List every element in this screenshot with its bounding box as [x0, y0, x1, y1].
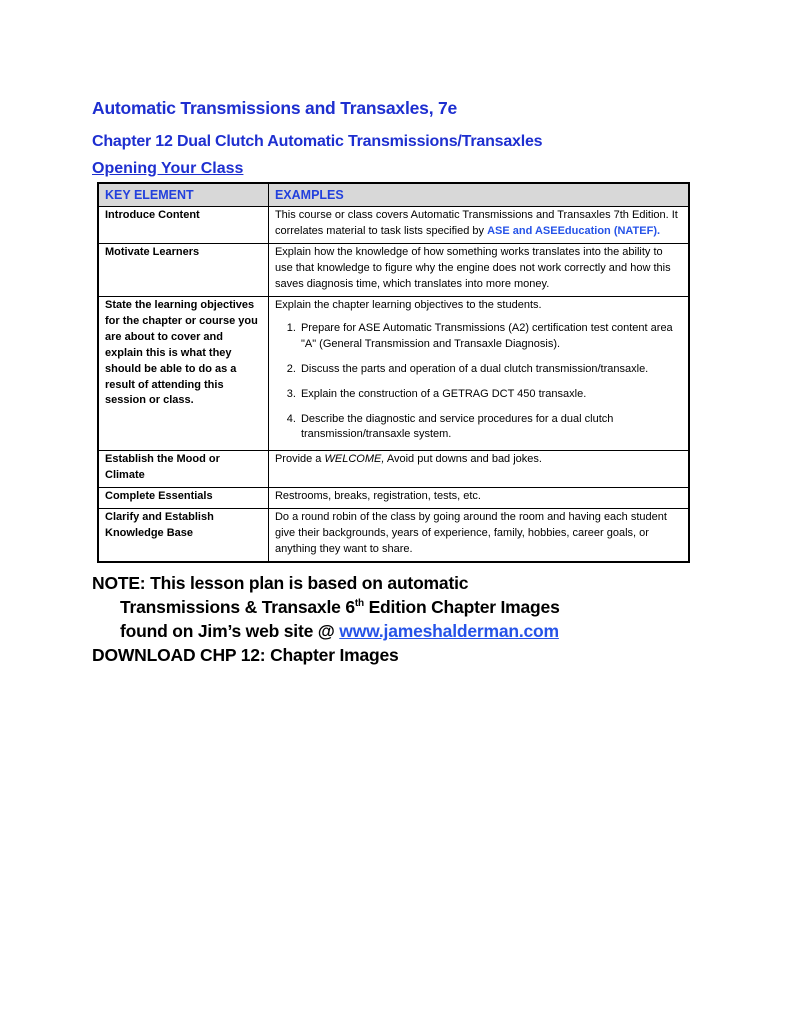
note-line-2 [92, 595, 699, 619]
objectives-list [275, 321, 682, 444]
note-line-2-text: Transmissions & Transaxle 6 [120, 597, 355, 618]
note-line-4-download: DOWNLOAD CHP 12: Chapter Images [92, 645, 399, 666]
ase-natef-link[interactable]: ASE and ASEEducation (NATEF). [487, 225, 661, 238]
example-suffix: Avoid put downs and bad jokes. [384, 453, 542, 466]
table-row [98, 509, 689, 562]
key-introduce-content: Introduce Content [98, 207, 268, 244]
key-learning-objectives: State the learning objectives for the chapter or course you are about to cover and explain this is what they should be able to do as a result of attending this session or class. [98, 296, 268, 451]
lesson-plan-table [97, 182, 690, 563]
key-motivate-learners: Motivate Learners [98, 244, 268, 297]
table-row [98, 207, 689, 244]
column-header-key-element: KEY ELEMENT [98, 183, 268, 207]
example-prefix: Provide a [274, 453, 325, 466]
table-row [98, 488, 689, 509]
note-line-2-tail: Edition Chapter Images [363, 597, 560, 618]
welcome-emphasis: WELCOME, [324, 453, 385, 466]
note-superscript: th [354, 598, 364, 610]
table-row [98, 244, 689, 297]
section-heading: Opening Your Class [92, 160, 244, 177]
column-header-examples: EXAMPLES [268, 183, 689, 207]
objective-item: 4. Describe the diagnostic and service procedures for a dual clutch transmission/transaxle system. [299, 412, 682, 444]
example-establish-mood [268, 451, 689, 488]
example-clarify-knowledge: Do a round robin of the class by going around the room and having each student give their backgrounds, years of experience, family, hobbies, career goals, or anything they want to share. [268, 509, 689, 562]
example-motivate-learners: Explain how the knowledge of how something works translates into the ability to use that knowledge to figure why the engine does not work correctly and how this saves diagnosis time, which translates into more money. [268, 244, 689, 297]
key-complete-essentials: Complete Essentials [98, 488, 268, 509]
note-block [92, 571, 699, 668]
example-text: This course or class covers Automatic Transmissions and Transaxles 7th Edition. It correlates material to task lists specified by [274, 209, 678, 238]
jameshalderman-link[interactable]: www.jameshalderman.com [339, 621, 559, 642]
key-establish-mood: Establish the Mood or Climate [98, 451, 268, 488]
note-line-3 [92, 619, 699, 643]
objective-item: 1. Prepare for ASE Automatic Transmissions (A2) certification test content area "A" (General Transmission and Transaxle Diagnosis). [299, 321, 682, 353]
document-title: Automatic Transmissions and Transaxles, 7e [92, 98, 458, 118]
example-introduce-content [268, 207, 689, 244]
example-complete-essentials: Restrooms, breaks, registration, tests, etc. [268, 488, 689, 509]
table-header-row [98, 183, 689, 207]
table-row [98, 451, 689, 488]
table-row [98, 296, 689, 451]
note-line-3-text: found on Jim’s web site @ [120, 621, 340, 642]
note-line-1: NOTE: This lesson plan is based on automatic [92, 573, 469, 593]
objective-item: 3. Explain the construction of a GETRAG DCT 450 transaxle. [299, 387, 682, 403]
example-learning-objectives [268, 296, 689, 451]
objective-item: 2. Discuss the parts and operation of a dual clutch transmission/transaxle. [299, 362, 682, 378]
objectives-intro: Explain the chapter learning objectives to the students. [274, 298, 542, 311]
chapter-subtitle: Chapter 12 Dual Clutch Automatic Transmissions/Transaxles [92, 133, 543, 150]
key-clarify-knowledge: Clarify and Establish Knowledge Base [98, 509, 268, 562]
